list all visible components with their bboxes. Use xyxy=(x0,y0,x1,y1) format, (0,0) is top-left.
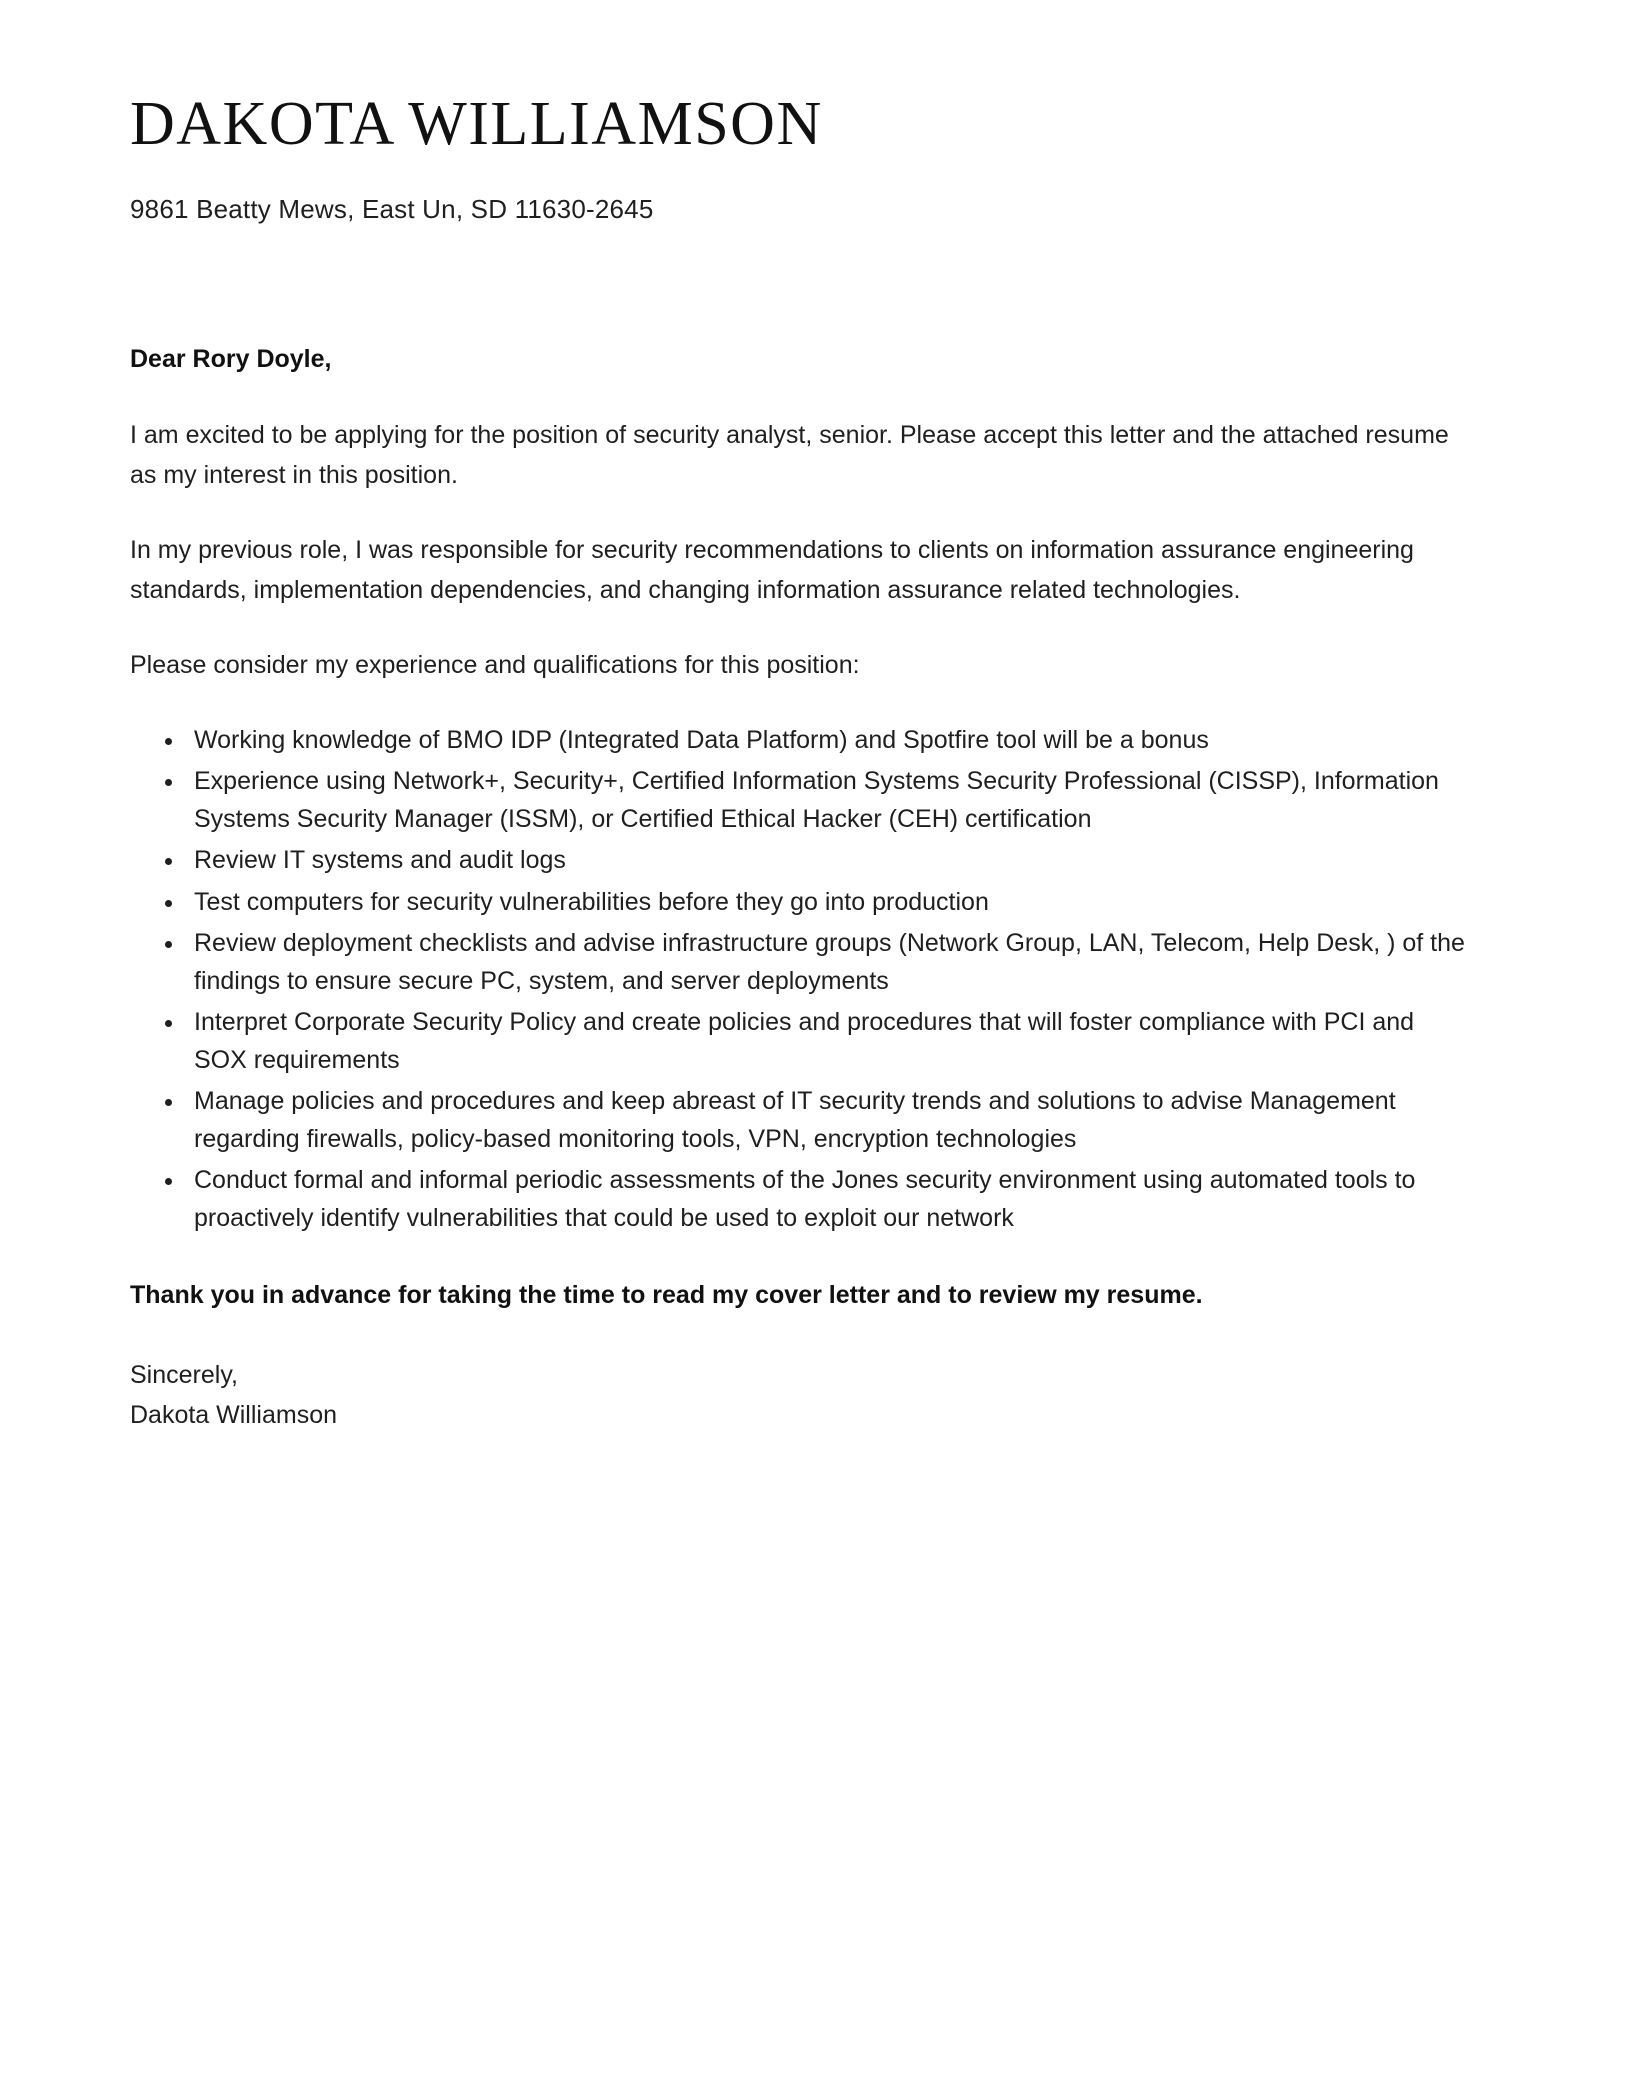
page-title: DAKOTA WILLIAMSON xyxy=(130,90,823,158)
list-item: • Working knowledge of BMO IDP (Integrated Data Platform) and Spotfire tool will be a bonus xyxy=(186,722,1472,760)
list-item: • Conduct formal and informal periodic assessments of the Jones security environment using automated tools to proactively identify vulnerabilities that could be used to exploit our network xyxy=(186,1162,1472,1237)
list-item: • Experience using Network+, Security+, Certified Information Systems Security Professional (CISSP), Information Systems Security Manager (ISSM), or Certified Ethical Hacker (CEH) certification xyxy=(186,763,1472,838)
list-item: • Review deployment checklists and advise infrastructure groups (Network Group, LAN, Telecom, Help Desk, ) of the findings to ensure secure PC, system, and server deployments xyxy=(186,925,1472,1000)
closing-thanks: Thank you in advance for taking the time to read my cover letter and to review my resume. xyxy=(130,1281,1203,1310)
qualifications-list xyxy=(130,722,1472,1238)
salutation: Dear Rory Doyle, xyxy=(130,345,332,374)
body-paragraph-1: I am excited to be applying for the position of security analyst, senior. Please accept this letter and the attached resume as my interest in this position. xyxy=(130,421,1449,489)
list-item: • Interpret Corporate Security Policy and create policies and procedures that will foster compliance with PCI and SOX requirements xyxy=(186,1004,1472,1079)
sender-address: 9861 Beatty Mews, East Un, SD 11630-2645 xyxy=(130,194,654,225)
signature-name: Dakota Williamson xyxy=(130,1400,338,1429)
signoff-block xyxy=(130,1355,1472,1435)
body-paragraph-2: In my previous role, I was responsible for security recommendations to clients on information assurance engineering standards, implementation dependencies, and changing information assurance related technologies. xyxy=(130,536,1414,604)
signoff-closing: Sincerely, xyxy=(130,1360,238,1389)
list-item: • Test computers for security vulnerabilities before they go into production xyxy=(186,884,1472,922)
list-item: • Review IT systems and audit logs xyxy=(186,842,1472,880)
body-paragraph-3: Please consider my experience and qualifications for this position: xyxy=(130,651,860,680)
list-item: • Manage policies and procedures and keep abreast of IT security trends and solutions to advise Management regarding firewalls, policy-based monitoring tools, VPN, encryption technologies xyxy=(186,1083,1472,1158)
